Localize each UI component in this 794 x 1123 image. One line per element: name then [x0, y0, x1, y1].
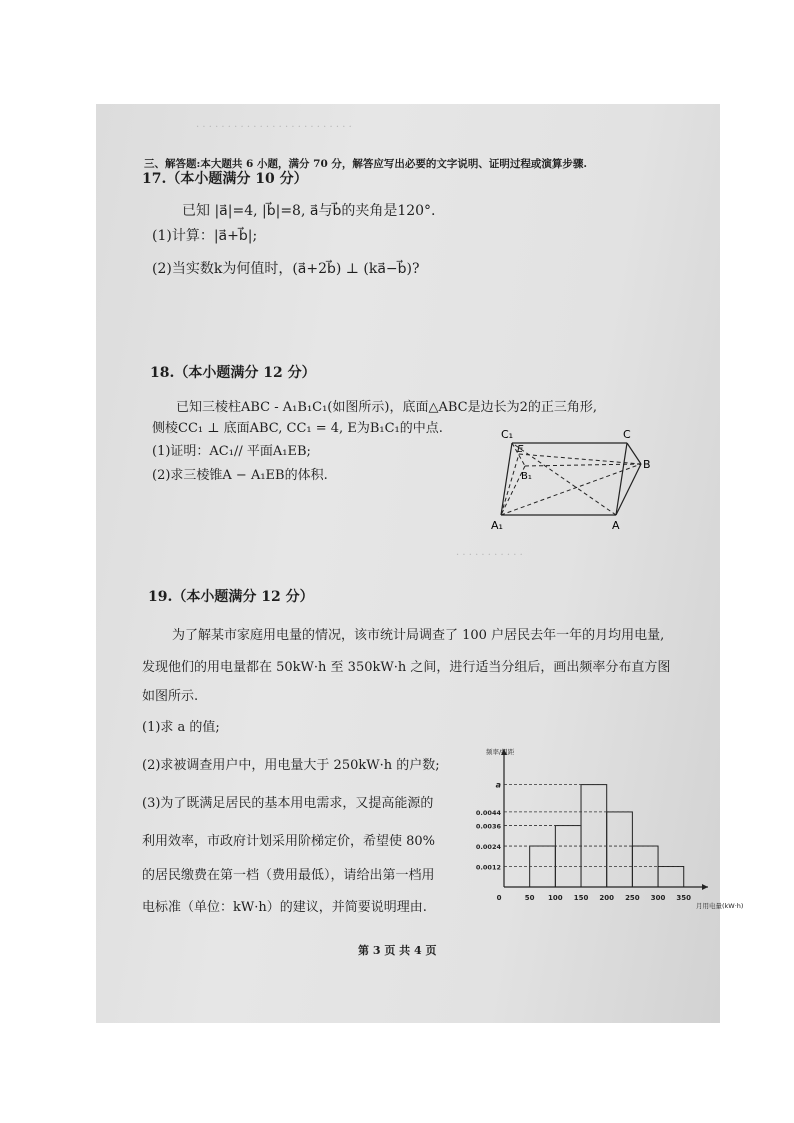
exam-sheet	[96, 104, 744, 1023]
q19-part2: (2)求被调查用户中，用电量大于 250kW·h 的户数;	[142, 758, 440, 773]
histogram-bar	[581, 785, 607, 887]
page-footer: 第 3 页 共 4 页	[358, 944, 437, 957]
prism-figure	[489, 426, 659, 536]
q18-part1: (1)证明：AC₁// 平面A₁EB;	[152, 444, 311, 459]
q19-part3-line1: (3)为了既满足居民的基本用电需求，又提高能源的	[142, 796, 434, 811]
label-C: C	[623, 428, 631, 441]
histogram-bar	[607, 812, 633, 887]
q19-line1: 为了解某市家庭用电量的情况，该市统计局调查了 100 户居民去年一年的月均用电量,	[172, 628, 665, 643]
x-tick-label: 0	[496, 894, 502, 902]
label-B: B	[643, 458, 651, 471]
x-tick-label: 350	[676, 894, 692, 902]
y-axis-label: 频率/组距	[486, 748, 515, 756]
x-axis-arrow	[702, 884, 708, 890]
q19-heading: 19.（本小题满分 12 分）	[148, 589, 314, 605]
x-tick-label: 100	[548, 894, 563, 902]
y-tick-label: 0.0044	[475, 808, 501, 817]
label-A: A	[612, 519, 620, 532]
q18-line2: 侧棱CC₁ ⊥ 底面ABC, CC₁ = 4, E为B₁C₁的中点.	[152, 421, 443, 436]
edge-E-B	[519, 454, 641, 464]
label-B1: B₁	[521, 471, 532, 482]
q19-line2: 发现他们的用电量都在 50kW·h 至 350kW·h 之间，进行适当分组后，画出频率分布直方图	[142, 660, 671, 675]
edge-A1-E	[501, 454, 519, 515]
q18-heading: 18.（本小题满分 12 分）	[150, 365, 316, 381]
x-axis-label: 月用电量(kW·h)	[696, 902, 744, 910]
x-tick-label: 300	[650, 894, 666, 902]
x-tick-label: 50	[524, 894, 535, 902]
label-E: E	[517, 444, 524, 455]
x-tick-label: 150	[573, 894, 589, 902]
x-tick-label: 250	[625, 894, 640, 902]
q19-part1: (1)求 a 的值;	[142, 720, 220, 735]
q19-part3-line2: 利用效率，市政府计划采用阶梯定价，希望使 80%	[142, 834, 436, 849]
q17-given: 已知 |a⃗|=4, |b⃗|=8, a⃗与b⃗的夹角是120°.	[182, 203, 436, 219]
label-A1: A₁	[491, 519, 503, 532]
bleed-through-text: · · · · · · · · · · · · · · · · · · · · · · · · ·	[196, 122, 352, 133]
y-tick-label: 0.0012	[475, 863, 501, 872]
histogram-bar	[555, 826, 581, 887]
edge-C-B	[627, 443, 641, 464]
frequency-histogram	[466, 744, 744, 914]
q19-part3-line4: 电标准（单位：kW·h）的建议，并简要说明理由.	[142, 900, 427, 915]
label-C1: C₁	[501, 428, 514, 441]
q17-heading: 17.（本小题满分 10 分）	[142, 171, 308, 187]
histogram-bar	[658, 867, 684, 887]
section-header: 三、解答题:本大题共 6 小题，满分 70 分，解答应写出必要的文字说明、证明过程或演算步骤.	[144, 158, 588, 170]
x-tick-label: 200	[599, 894, 615, 902]
q18-line1: 已知三棱柱ABC - A₁B₁C₁(如图所示)，底面△ABC是边长为2的正三角形,	[176, 400, 597, 415]
y-tick-label: a	[495, 780, 501, 790]
q19-line3: 如图所示.	[142, 689, 199, 704]
y-tick-label: 0.0024	[475, 843, 501, 852]
bleed-through-text: · · · · · · · · · · ·	[456, 550, 523, 561]
y-tick-label: 0.0036	[475, 822, 501, 831]
q17-part2: (2)当实数k为何值时，(a⃗+2b⃗) ⊥ (ka⃗−b⃗)?	[152, 261, 420, 277]
q18-part2: (2)求三棱锥A − A₁EB的体积.	[152, 468, 328, 483]
q17-part1: (1)计算：|a⃗+b⃗|;	[152, 228, 258, 244]
q19-part3-line3: 的居民缴费在第一档（费用最低），请给出第一档用	[142, 868, 435, 883]
